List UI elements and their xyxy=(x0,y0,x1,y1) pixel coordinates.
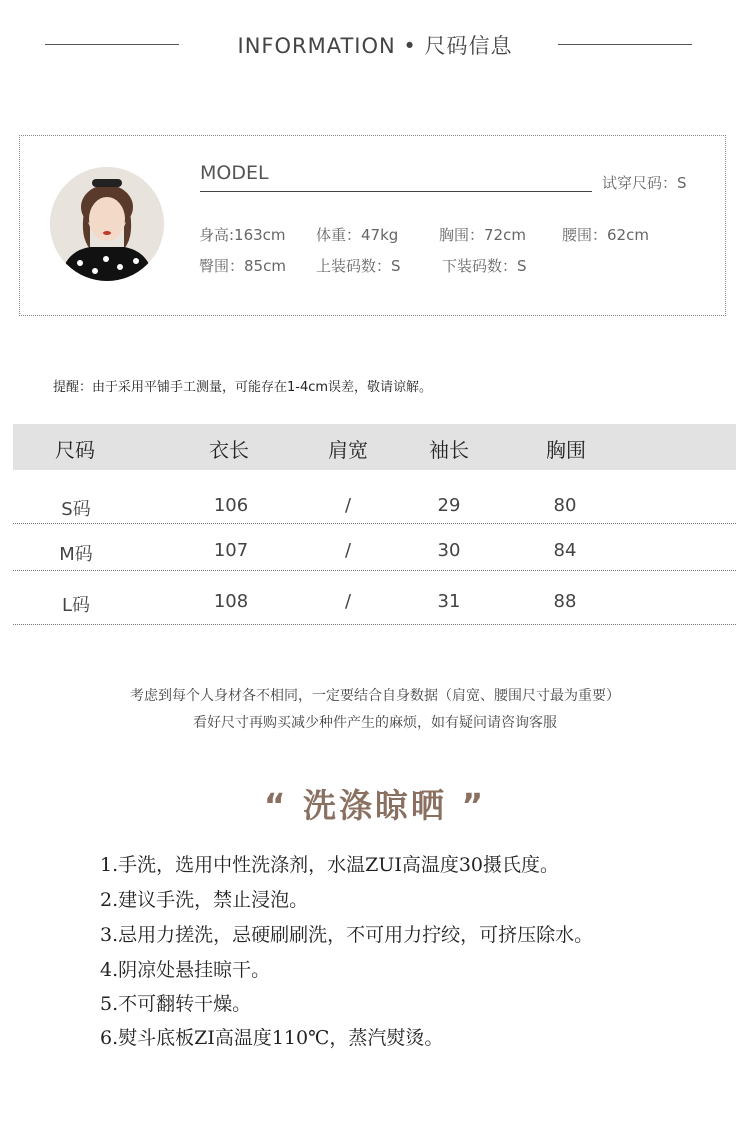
table-cell: M码 xyxy=(59,544,93,565)
header-right-rule xyxy=(558,44,692,45)
fit-size: 试穿尺码：S xyxy=(602,174,687,192)
table-cell: 106 xyxy=(213,495,249,516)
advice-line: 看好尺寸再购买减少种件产生的麻烦，如有疑问请咨询客服 xyxy=(193,715,557,731)
stat-bottom-size: 下装码数：S xyxy=(442,257,527,275)
table-header-cell: 尺码 xyxy=(55,438,95,462)
model-label: MODEL xyxy=(200,162,269,184)
table-cell: / xyxy=(344,540,352,561)
table-header-cell: 衣长 xyxy=(209,438,249,462)
table-cell: 84 xyxy=(553,540,577,561)
row-divider xyxy=(13,570,736,571)
table-header-cell: 肩宽 xyxy=(328,438,368,462)
stat-bust: 胸围：72cm xyxy=(439,226,526,244)
model-underline xyxy=(200,191,592,192)
washing-title: “ 洗涤晾晒 ” xyxy=(263,786,487,825)
model-avatar xyxy=(50,167,164,281)
table-cell: 88 xyxy=(553,591,577,612)
table-cell: 80 xyxy=(553,495,577,516)
care-item: 1.手洗，选用中性洗涤剂，水温ZUI高温度30摄氏度。 xyxy=(100,854,560,876)
table-header-cell: 袖长 xyxy=(429,438,469,462)
table-cell: / xyxy=(344,495,352,516)
table-cell: 108 xyxy=(213,591,249,612)
advice-line: 考虑到每个人身材各不相同，一定要结合自身数据（肩宽、腰围尺寸最为重要） xyxy=(130,688,620,704)
table-cell: L码 xyxy=(61,595,91,616)
table-header-cell: 胸围 xyxy=(546,438,586,462)
stat-weight: 体重：47kg xyxy=(316,226,399,244)
stat-hip: 臀围：85cm xyxy=(199,257,286,275)
care-item: 6.熨斗底板ZI高温度110℃，蒸汽熨烫。 xyxy=(100,1027,444,1049)
care-item: 4.阴凉处悬挂晾干。 xyxy=(100,959,271,981)
table-cell: 30 xyxy=(437,540,461,561)
row-divider xyxy=(13,523,736,524)
table-cell: / xyxy=(344,591,352,612)
page-title: INFORMATION • 尺码信息 xyxy=(237,34,513,58)
care-item: 3.忌用力搓洗，忌硬刷刷洗，不可用力拧绞，可挤压除水。 xyxy=(100,924,594,946)
stat-waist: 腰围：62cm xyxy=(562,226,649,244)
stat-top-size: 上装码数：S xyxy=(316,257,401,275)
care-item: 5.不可翻转干燥。 xyxy=(100,993,252,1015)
table-cell: 29 xyxy=(437,495,461,516)
care-item: 2.建议手洗，禁止浸泡。 xyxy=(100,889,309,911)
measurement-note: 提醒：由于采用平铺手工测量，可能存在1-4cm误差，敬请谅解。 xyxy=(53,380,433,395)
row-divider xyxy=(13,624,736,625)
stat-height: 身高:163cm xyxy=(199,226,286,244)
table-cell: S码 xyxy=(61,499,91,520)
table-cell: 107 xyxy=(213,540,249,561)
table-cell: 31 xyxy=(437,591,461,612)
